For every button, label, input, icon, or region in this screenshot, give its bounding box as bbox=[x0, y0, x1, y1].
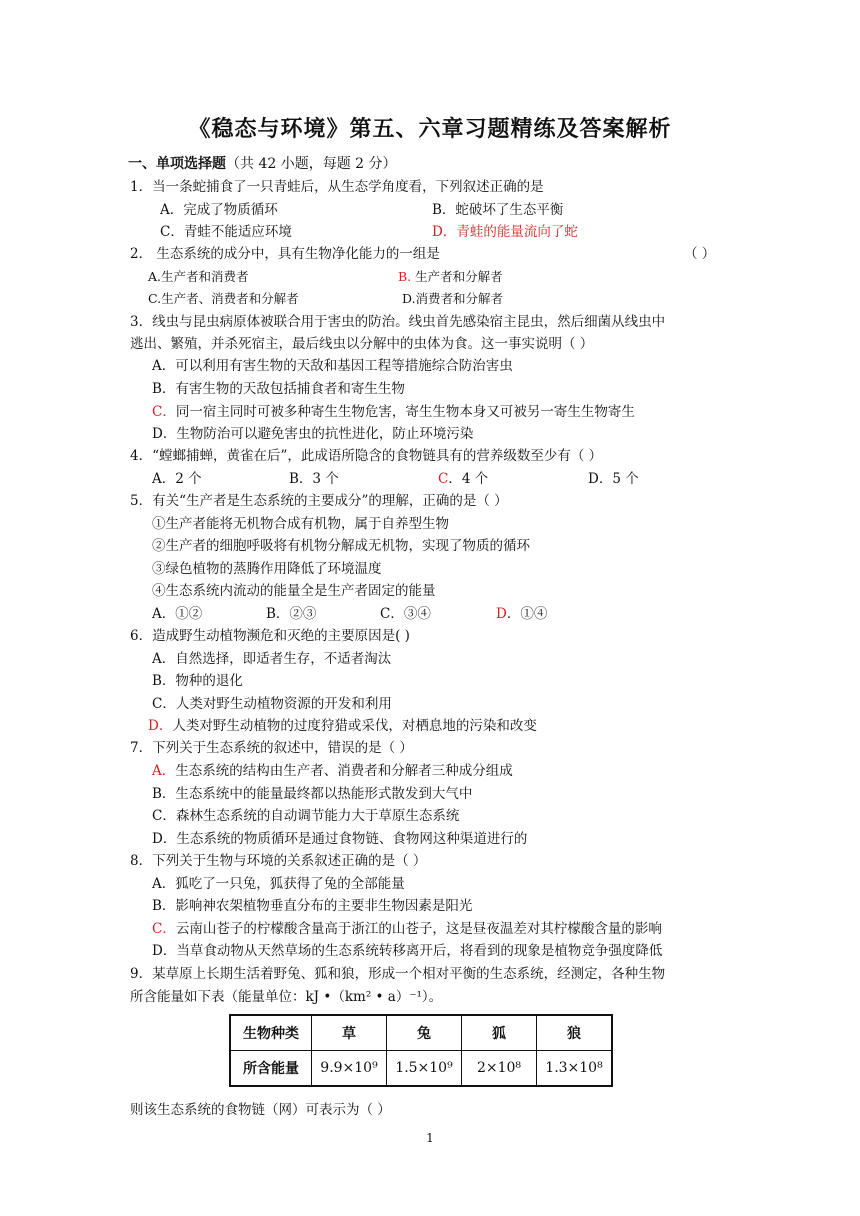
question-6-option-b: B．物种的退化 bbox=[152, 673, 243, 689]
question-1-option-d: D．青蛙的能量流向了蛇 bbox=[432, 224, 578, 240]
question-3-option-d: D．生物防治可以避免害虫的抗性进化，防止环境污染 bbox=[152, 426, 474, 442]
question-9-prompt: 则该生态系统的食物链（网）可表示为（ ） bbox=[130, 1102, 391, 1118]
question-8-option-a: A．狐吃了一只兔，狐获得了兔的全部能量 bbox=[152, 876, 405, 892]
question-5-option-a: A．①② bbox=[152, 606, 203, 622]
section-heading bbox=[128, 153, 397, 173]
question-2-option-b: B. 生产者和分解者 bbox=[398, 269, 503, 284]
table-cell: 所含能量 bbox=[230, 1051, 312, 1087]
table-row bbox=[230, 1051, 612, 1087]
question-2-bracket: （ ） bbox=[684, 246, 716, 262]
question-6-stem: 6．造成野生动植物濒危和灭绝的主要原因是( ) bbox=[130, 628, 410, 644]
question-5-item-3: ③绿色植物的蒸腾作用降低了环境温度 bbox=[152, 561, 382, 577]
question-5-item-2: ②生产者的细胞呼吸将有机物分解成无机物，实现了物质的循环 bbox=[152, 538, 530, 554]
page-number: 1 bbox=[426, 1131, 434, 1145]
section-note: （共 42 小题，每题 2 分） bbox=[226, 156, 397, 172]
question-2-option-d: D.消费者和分解者 bbox=[402, 291, 504, 306]
section-heading-text: 一、单项选择题 bbox=[128, 156, 226, 172]
document-title: 《稳态与环境》第五、六章习题精练及答案解析 bbox=[188, 116, 672, 142]
table-header-cell: 草 bbox=[312, 1015, 387, 1051]
question-7-option-a: A．生态系统的结构由生产者、消费者和分解者三种成分组成 bbox=[152, 763, 513, 779]
question-2-stem: 2． 生态系统的成分中，具有生物净化能力的一组是 bbox=[130, 246, 440, 262]
table-header-cell: 狼 bbox=[537, 1015, 613, 1051]
question-4-option-d: D．5 个 bbox=[588, 471, 639, 487]
question-2-option-a: A.生产者和消费者 bbox=[148, 269, 249, 284]
question-3-stem-cont: 逃出、繁殖，并杀死宿主，最后线虫以分解中的虫体为食。这一事实说明（ ） bbox=[130, 336, 594, 352]
question-5-item-4: ④生态系统内流动的能量全是生产者固定的能量 bbox=[152, 583, 436, 599]
table-cell: 1.5×10⁹ bbox=[387, 1051, 462, 1087]
question-7-option-c: C．森林生态系统的自动调节能力大于草原生态系统 bbox=[152, 808, 460, 824]
question-8-option-d: D．当草食动物从天然草场的生态系统转移离开后，将看到的现象是植物竞争强度降低 bbox=[152, 943, 663, 959]
question-5-option-b: B．②③ bbox=[266, 606, 317, 622]
question-1-option-b: B．蛇破坏了生态平衡 bbox=[432, 202, 564, 218]
question-2-option-c: C.生产者、消费者和分解者 bbox=[148, 291, 299, 306]
table-header-cell: 生物种类 bbox=[230, 1015, 312, 1051]
energy-table bbox=[229, 1014, 613, 1087]
question-8-stem: 8．下列关于生物与环境的关系叙述正确的是（ ） bbox=[130, 853, 427, 869]
table-header-cell: 兔 bbox=[387, 1015, 462, 1051]
question-5-stem: 5．有关“生产者是生态系统的主要成分”的理解，正确的是（ ） bbox=[130, 493, 508, 509]
question-5-option-c: C．③④ bbox=[380, 606, 431, 622]
table-cell: 2×10⁸ bbox=[462, 1051, 537, 1087]
table-cell: 9.9×10⁹ bbox=[312, 1051, 387, 1087]
question-8-option-b: B．影响神农架植物垂直分布的主要非生物因素是阳光 bbox=[152, 898, 473, 914]
table-header-row bbox=[230, 1015, 612, 1051]
question-9-stem-cont: 所含能量如下表（能量单位：kJ •（km² • a）⁻¹）。 bbox=[130, 989, 443, 1005]
question-4-option-a: A．2 个 bbox=[152, 471, 202, 487]
question-3-option-b: B．有害生物的天敌包括捕食者和寄生生物 bbox=[152, 381, 405, 397]
question-1-option-c: C．青蛙不能适应环境 bbox=[160, 224, 292, 240]
question-9-stem: 9．某草原上长期生活着野兔、狐和狼，形成一个相对平衡的生态系统，经测定，各种生物 bbox=[130, 966, 666, 982]
question-6-option-c: C．人类对野生动植物资源的开发和利用 bbox=[152, 696, 392, 712]
question-4-stem: 4．“螳螂捕蝉，黄雀在后”，此成语所隐含的食物链具有的营养级数至少有（ ） bbox=[130, 448, 603, 464]
question-6-option-d: D．人类对野生动植物的过度狩猎或采伐，对栖息地的污染和改变 bbox=[148, 718, 537, 734]
question-1-stem: 1．当一条蛇捕食了一只青蛙后，从生态学角度看，下列叙述正确的是 bbox=[130, 179, 544, 195]
question-7-option-d: D．生态系统的物质循环是通过食物链、食物网这种渠道进行的 bbox=[152, 831, 528, 847]
table-cell: 1.3×10⁸ bbox=[537, 1051, 613, 1087]
question-7-stem: 7．下列关于生态系统的叙述中，错误的是（ ） bbox=[130, 740, 413, 756]
table-header-cell: 狐 bbox=[462, 1015, 537, 1051]
question-4-option-b: B．3 个 bbox=[289, 471, 339, 487]
question-3-option-a: A．可以利用有害生物的天敌和基因工程等措施综合防治害虫 bbox=[152, 358, 513, 374]
question-6-option-a: A．自然选择，即适者生存，不适者淘汰 bbox=[152, 651, 392, 667]
question-1-option-a: A．完成了物质循环 bbox=[160, 202, 278, 218]
question-3-stem: 3．线虫与昆虫病原体被联合用于害虫的防治。线虫首先感染宿主昆虫，然后细菌从线虫中 bbox=[130, 314, 666, 330]
question-5-item-1: ①生产者能将无机物合成有机物，属于自养型生物 bbox=[152, 516, 449, 532]
question-4-option-c: C．4 个 bbox=[438, 471, 489, 487]
question-7-option-b: B．生态系统中的能量最终都以热能形式散发到大气中 bbox=[152, 786, 473, 802]
question-5-option-d: D．①④ bbox=[496, 606, 548, 622]
question-3-option-c: C．同一宿主同时可被多种寄生生物危害，寄生生物本身又可被另一寄生生物寄生 bbox=[152, 404, 635, 420]
question-8-option-c: C．云南山苍子的柠檬酸含量高于浙江的山苍子，这是昼夜温差对其柠檬酸含量的影响 bbox=[152, 921, 662, 937]
